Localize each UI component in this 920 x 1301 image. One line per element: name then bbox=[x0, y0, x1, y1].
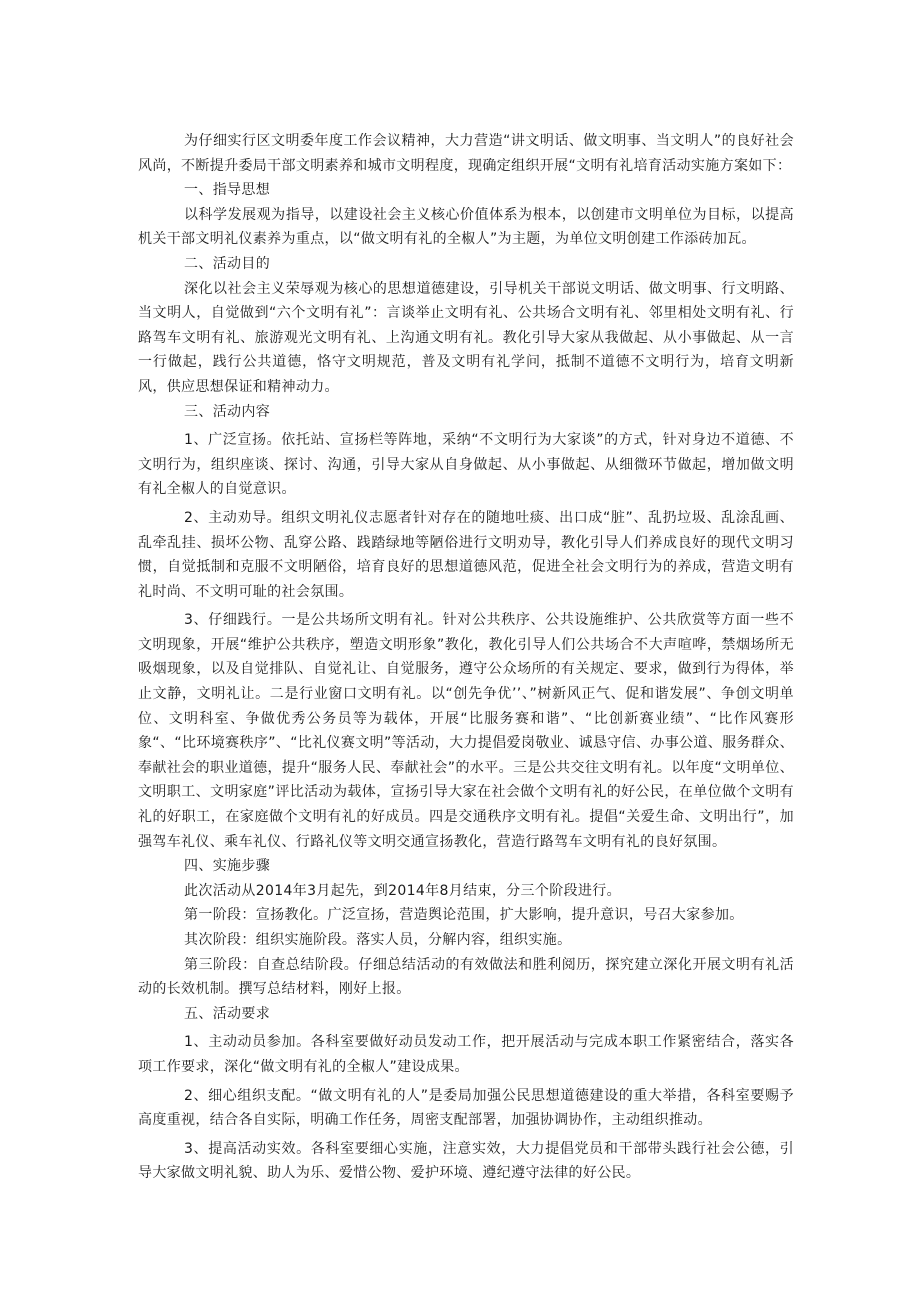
paragraph-content-1: 1、广泛宣扬。依托站、宣扬栏等阵地，采纳“不文明行为大家谈”的方式，针对身边不道德、不文明行为，组织座谈、探讨、沟通，引导大家从自身做起、从小事做起、从细微环节做起，增加做文明有礼全椒人的自觉意识。 bbox=[138, 432, 794, 498]
paragraph-purpose: 深化以社会主义荣辱观为核心的思想道德建设，引导机关干部说文明话、做文明事、行文明路、当文明人，自觉做到“六个文明有礼”：言谈举止文明有礼、公共场合文明有礼、邻里相处文明有礼、行路驾车文明有礼、旅游观光文明有礼、上沟通文明有礼。教化引导大家从我做起、从小事做起、从一言一行做起，践行公共道德，恪守文明规范，普及文明有礼学问，抵制不道德不文明行为，培育文明新风，供应思想保证和精神动力。 bbox=[138, 280, 794, 395]
paragraph-content-3: 3、仔细践行。一是公共场所文明有礼。针对公共秩序、公共设施维护、公共欣赏等方面一些不文明现象，开展“维护公共秩序，塑造文明形象”教化，教化引导人们公共场合不大声喧哗，禁烟场所无吸烟现象，以及自觉排队、自觉礼让、自觉服务，遵守公众场所的有关规定、要求，做到行为得体，举止文静，文明礼让。二是行业窗口文明有礼。以“创先争优’’、”树新风正气、促和谐发展”、争创文明单位、文明科室、争做优秀公务员等为载体，开展“比服务赛和谐”、“比创新赛业绩”、“比作风赛形象“、“比环境赛秩序”、“比礼仪赛文明”等活动，大力提倡爱岗敬业、诚恳守信、办事公道、服务群众、奉献社会的职业道德，提升“服务人民、奉献社会”的水平。三是公共交往文明有礼。以年度“文明单位、文明职工、文明家庭”评比活动为载体，宣扬引导大家在社会做个文明有礼的好公民，在单位做个文明有礼的好职工，在家庭做个文明有礼的好成员。四是交通秩序文明有礼。提倡“关爱生命、文明出行”，加强驾车礼仪、乘车礼仪、行路礼仪等文明交通宣扬教化，营造行路驾车文明有礼的良好氛围。 bbox=[138, 612, 794, 850]
paragraph-requirements-3: 3、提高活动实效。各科室要细心实施，注意实效，大力提倡党员和干部带头践行社会公德，引导大家做文明礼貌、助人为乐、爱惜公物、爱护环境、遵纪遵守法律的好公民。 bbox=[138, 1140, 794, 1182]
paragraph-guiding-thought: 以科学发展观为指导，以建设社会主义核心价值体系为根本，以创建市文明单位为目标，以提高机关干部文明礼仪素养为重点，以“做文明有礼的全椒人”为主题，为单位文明创建工作添砖加瓦。 bbox=[138, 206, 794, 248]
section-heading-purpose: 二、活动目的 bbox=[184, 255, 271, 272]
section-heading-steps: 四、实施步骤 bbox=[184, 858, 271, 875]
section-heading-content: 三、活动内容 bbox=[184, 403, 271, 420]
paragraph-steps-phase-3: 第三阶段：自查总结阶段。仔细总结活动的有效做法和胜利阅历，探究建立深化开展文明有礼活动的长效机制。撰写总结材料，刚好上报。 bbox=[138, 956, 794, 998]
section-heading-requirements: 五、活动要求 bbox=[184, 1005, 271, 1022]
section-heading-guiding-thought: 一、指导思想 bbox=[184, 182, 271, 199]
paragraph-steps-phase-2: 其次阶段：组织实施阶段。落实人员，分解内容，组织实施。 bbox=[184, 932, 572, 948]
paragraph-requirements-2: 2、细心组织支配。“做文明有礼的人”是委局加强公民思想道德建设的重大举措，各科室要赐予高度重视，结合各自实际，明确工作任务，周密支配部署，加强协调协作，主动组织推动。 bbox=[138, 1087, 794, 1129]
paragraph-steps-phase-1: 第一阶段：宣扬教化。广泛宣扬，营造舆论范围，扩大影响，提升意识，号召大家参加。 bbox=[184, 907, 744, 924]
paragraph-steps-intro: 此次活动从2014年3月起先，到2014年8月结束，分三个阶段进行。 bbox=[184, 882, 621, 899]
document-body bbox=[138, 129, 794, 1186]
paragraph-content-2: 2、主动劝导。组织文明礼仪志愿者针对存在的随地吐痰、出口成“脏”、乱扔垃圾、乱涂乱画、乱牵乱挂、损坏公物、乱穿公路、践踏绿地等陋俗进行文明劝导，教化引导人们养成良好的现代文明习惯，自觉抵制和克服不文明陋俗，培育良好的思想道德风范，促进全社会文明行为的养成，营造文明有礼时尚、不文明可耻的社会氛围。 bbox=[138, 509, 794, 600]
intro-paragraph: 为仔细实行区文明委年度工作会议精神，大力营造“讲文明话、做文明事、当文明人”的良好社会风尚，不断提升委局干部文明素养和城市文明程度，现确定组织开展“文明有礼培育活动实施方案如下： bbox=[138, 133, 794, 174]
paragraph-requirements-1: 1、主动动员参加。各科室要做好动员发动工作，把开展活动与完成本职工作紧密结合，落实各项工作要求，深化“做文明有礼的全椒人”建设成果。 bbox=[138, 1034, 794, 1075]
